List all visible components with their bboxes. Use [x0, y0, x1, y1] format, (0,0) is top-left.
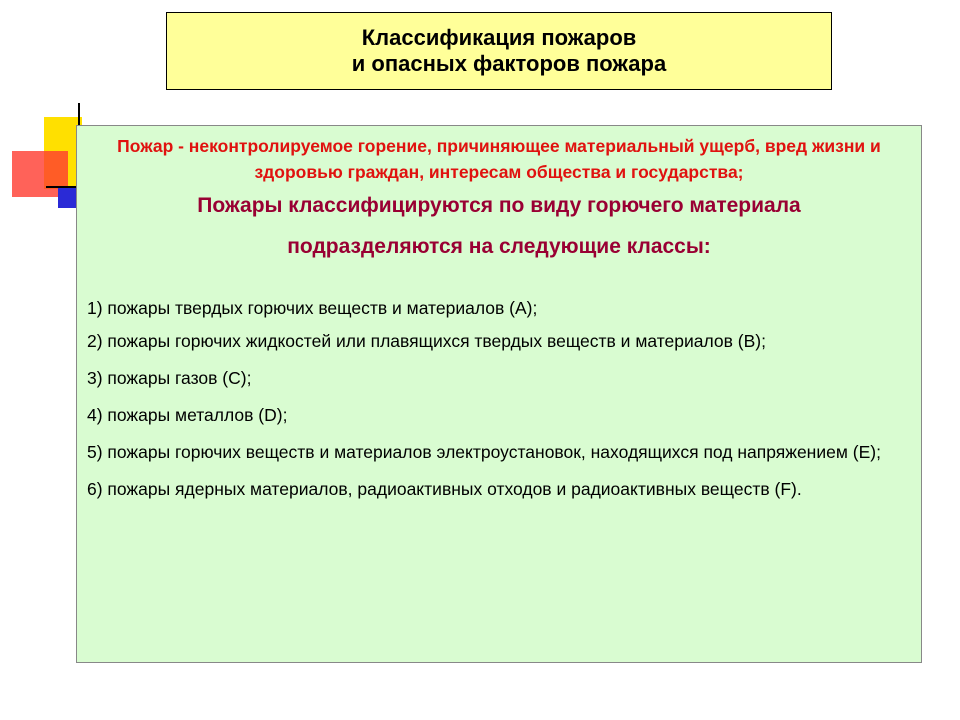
slide-title [166, 12, 832, 90]
classification-heading-line-2: подразделяются на следующие классы: [287, 235, 711, 258]
classification-heading-line-1: Пожары классифицируются по виду горючего материала [197, 194, 801, 217]
list-item: 1) пожары твердых горючих веществ и материалов (A); [87, 298, 538, 318]
fire-classes-list [87, 295, 911, 502]
fire-definition: Пожар - неконтролируемое горение, причиняющее материальный ущерб, вред жизни и здоровью граждан, интересам общества и государства; [117, 136, 881, 182]
list-item: 4) пожары металлов (D); [87, 405, 288, 425]
spacer [87, 267, 911, 295]
list-item: 2) пожары горючих жидкостей или плавящихся твердых веществ и материалов (B); [87, 331, 766, 351]
list-item: 5) пожары горючих веществ и материалов электроустановок, находящихся под напряжением (E); [87, 442, 881, 462]
list-item: 3) пожары газов (C); [87, 368, 252, 388]
list-item: 6) пожары ядерных материалов, радиоактивных отходов и радиоактивных веществ (F). [87, 479, 802, 499]
slide-title-line-1: Классификация пожаров [361, 25, 637, 50]
slide-title-line-2: и опасных факторов пожара [351, 51, 667, 76]
decoration-blue-square [58, 186, 78, 208]
content-panel [76, 125, 922, 663]
